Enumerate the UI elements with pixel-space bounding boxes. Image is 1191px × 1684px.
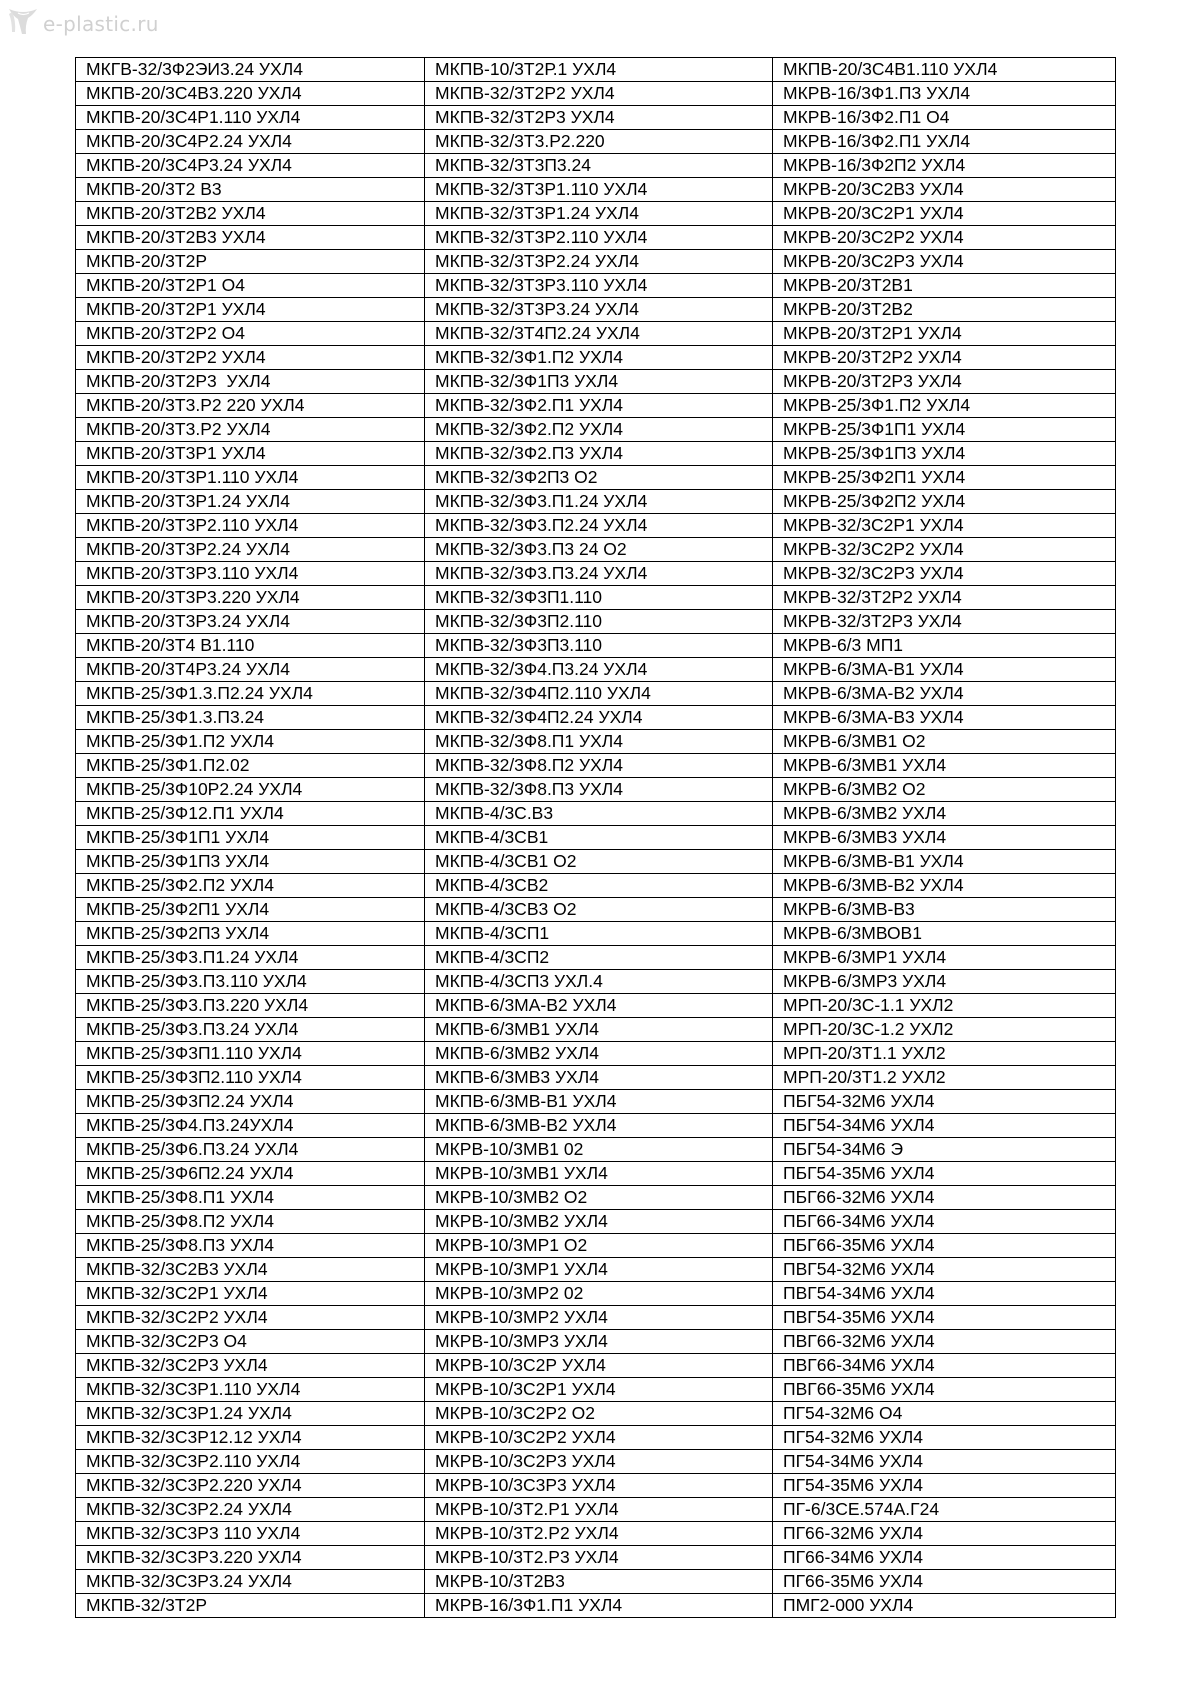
part-cell: МКРВ-20/3Т2Р2 УХЛ4 — [773, 346, 1116, 370]
part-cell: МКРВ-6/3МА-В1 УХЛ4 — [773, 658, 1116, 682]
part-cell: ПГ66-34М6 УХЛ4 — [773, 1546, 1116, 1570]
part-cell: МКПВ-25/3Ф12.П1 УХЛ4 — [76, 802, 425, 826]
part-cell: МКРВ-10/3МР1 О2 — [425, 1234, 773, 1258]
part-cell: МКПВ-20/3Т2Р1 УХЛ4 — [76, 298, 425, 322]
part-cell: МКРВ-20/3Т2В2 — [773, 298, 1116, 322]
part-cell: МКПВ-4/3СП3 УХЛ.4 — [425, 970, 773, 994]
table-row — [76, 610, 1116, 634]
part-cell: МКРВ-10/3МР2 УХЛ4 — [425, 1306, 773, 1330]
part-cell: ПБГ54-35М6 УХЛ4 — [773, 1162, 1116, 1186]
part-cell: МКПВ-32/3Ф3П1.110 — [425, 586, 773, 610]
table-row — [76, 274, 1116, 298]
part-cell: МКРВ-16/3Ф2.П1 УХЛ4 — [773, 130, 1116, 154]
part-cell: МКРВ-25/3Ф1П3 УХЛ4 — [773, 442, 1116, 466]
part-cell: МКПВ-32/3С3Р1.110 УХЛ4 — [76, 1378, 425, 1402]
part-cell: МКРВ-16/3Ф2.П1 О4 — [773, 106, 1116, 130]
part-cell: МКПВ-25/3Ф1.3.П3.24 — [76, 706, 425, 730]
part-cell: МРП-20/3С-1.2 УХЛ2 — [773, 1018, 1116, 1042]
table-row — [76, 802, 1116, 826]
part-cell: МКПВ-20/3Т3Р3.24 УХЛ4 — [76, 610, 425, 634]
part-cell: МКПВ-32/3С3Р1.24 УХЛ4 — [76, 1402, 425, 1426]
table-row — [76, 322, 1116, 346]
part-cell: МКПВ-32/3Ф3П3.110 — [425, 634, 773, 658]
part-cell: МКРВ-20/3С2Р1 УХЛ4 — [773, 202, 1116, 226]
part-cell: МКРВ-6/3МВ-В2 УХЛ4 — [773, 874, 1116, 898]
part-cell: МКПВ-25/3Ф6П2.24 УХЛ4 — [76, 1162, 425, 1186]
part-cell: МКРВ-20/3Т2Р3 УХЛ4 — [773, 370, 1116, 394]
table-row — [76, 1282, 1116, 1306]
part-cell: МКПВ-25/3Ф2П1 УХЛ4 — [76, 898, 425, 922]
part-cell: МКРВ-10/3С2Р УХЛ4 — [425, 1354, 773, 1378]
table-row — [76, 490, 1116, 514]
table-row — [76, 250, 1116, 274]
table-row — [76, 1426, 1116, 1450]
part-cell: МКПВ-4/3СВ3 О2 — [425, 898, 773, 922]
part-cell: МКПВ-32/3Ф3.П2.24 УХЛ4 — [425, 514, 773, 538]
part-cell: МКРВ-25/3Ф2П1 УХЛ4 — [773, 466, 1116, 490]
part-cell: МКРВ-25/3Ф1.П2 УХЛ4 — [773, 394, 1116, 418]
part-cell: МКПВ-20/3Т3Р2.24 УХЛ4 — [76, 538, 425, 562]
part-cell: МКПВ-20/3С4В1.110 УХЛ4 — [773, 58, 1116, 82]
part-cell: МКПВ-25/3Ф8.П2 УХЛ4 — [76, 1210, 425, 1234]
part-cell: МКПВ-25/3Ф1.П2.02 — [76, 754, 425, 778]
table-row — [76, 850, 1116, 874]
table-row — [76, 970, 1116, 994]
table-row — [76, 634, 1116, 658]
part-cell: МКПВ-32/3Ф8.П3 УХЛ4 — [425, 778, 773, 802]
part-cell: МКПВ-6/3МА-В2 УХЛ4 — [425, 994, 773, 1018]
part-cell: МКПВ-32/3С3Р3.220 УХЛ4 — [76, 1546, 425, 1570]
part-cell: МКПВ-20/3Т3Р2.110 УХЛ4 — [76, 514, 425, 538]
part-cell: МКПВ-25/3Ф2П3 УХЛ4 — [76, 922, 425, 946]
table-row — [76, 538, 1116, 562]
table-row — [76, 298, 1116, 322]
part-cell: МРП-20/3Т1.2 УХЛ2 — [773, 1066, 1116, 1090]
part-cell: МКПВ-4/3СВ1 — [425, 826, 773, 850]
part-cell: МКРВ-10/3МР3 УХЛ4 — [425, 1330, 773, 1354]
part-cell: МКПВ-25/3Ф3П2.110 УХЛ4 — [76, 1066, 425, 1090]
part-cell: МКПВ-32/3С2Р3 УХЛ4 — [76, 1354, 425, 1378]
part-cell: ПГ54-35М6 УХЛ4 — [773, 1474, 1116, 1498]
part-cell: МКРВ-10/3Т2.Р3 УХЛ4 — [425, 1546, 773, 1570]
part-cell: МКПВ-32/3Ф8.П2 УХЛ4 — [425, 754, 773, 778]
part-cell: МКПВ-25/3Ф3.П3.110 УХЛ4 — [76, 970, 425, 994]
part-cell: МКРВ-6/3МВОВ1 — [773, 922, 1116, 946]
table-row — [76, 82, 1116, 106]
table-row — [76, 514, 1116, 538]
table-row — [76, 1546, 1116, 1570]
part-cell: МКПВ-4/3СВ1 О2 — [425, 850, 773, 874]
table-row — [76, 1522, 1116, 1546]
part-cell: МКРВ-6/3МВ1 УХЛ4 — [773, 754, 1116, 778]
table-row — [76, 1162, 1116, 1186]
part-cell: ПБГ54-32М6 УХЛ4 — [773, 1090, 1116, 1114]
part-cell: МКРВ-10/3Т2В3 — [425, 1570, 773, 1594]
part-cell: МКПВ-32/3С2Р3 О4 — [76, 1330, 425, 1354]
part-cell: МКПВ-32/3Ф2.П1 УХЛ4 — [425, 394, 773, 418]
part-cell: МКПВ-32/3Ф1.П2 УХЛ4 — [425, 346, 773, 370]
part-cell: МКПВ-32/3Ф3П2.110 — [425, 610, 773, 634]
part-cell: МКРВ-6/3МВ3 УХЛ4 — [773, 826, 1116, 850]
part-cell: МКРВ-16/3Ф2П2 УХЛ4 — [773, 154, 1116, 178]
part-cell: МКПВ-32/3Т2Р3 УХЛ4 — [425, 106, 773, 130]
part-cell: МКПВ-25/3Ф8.П3 УХЛ4 — [76, 1234, 425, 1258]
part-cell: ПГ66-32М6 УХЛ4 — [773, 1522, 1116, 1546]
table-row — [76, 154, 1116, 178]
part-cell: МКПВ-4/3СВ2 — [425, 874, 773, 898]
part-cell: МКПВ-25/3Ф4.П3.24УХЛ4 — [76, 1114, 425, 1138]
part-cell: МКПВ-20/3Т2Р2 О4 — [76, 322, 425, 346]
part-cell: МКПВ-20/3Т2В2 УХЛ4 — [76, 202, 425, 226]
table-row — [76, 1570, 1116, 1594]
part-cell: МКПВ-6/3МВ-В1 УХЛ4 — [425, 1090, 773, 1114]
part-cell: МКРВ-32/3С2Р3 УХЛ4 — [773, 562, 1116, 586]
part-cell: МКРВ-10/3С2Р3 УХЛ4 — [425, 1450, 773, 1474]
part-cell: МКПВ-20/3Т3Р3.110 УХЛ4 — [76, 562, 425, 586]
e-plastic-logo-icon — [6, 6, 40, 41]
part-cell: МКПВ-32/3Т3.Р2.220 — [425, 130, 773, 154]
part-cell: МКПВ-20/3Т4Р3.24 УХЛ4 — [76, 658, 425, 682]
table-row — [76, 1234, 1116, 1258]
part-cell: МКПВ-32/3Ф3.П1.24 УХЛ4 — [425, 490, 773, 514]
part-cell: МКПВ-4/3СП1 — [425, 922, 773, 946]
part-cell: МКПВ-20/3Т3Р1.110 УХЛ4 — [76, 466, 425, 490]
part-cell: МКПВ-32/3Т2Р2 УХЛ4 — [425, 82, 773, 106]
part-cell: МКРВ-10/3С2Р2 УХЛ4 — [425, 1426, 773, 1450]
table-row — [76, 754, 1116, 778]
part-cell: МКПВ-32/3С3Р2.220 УХЛ4 — [76, 1474, 425, 1498]
part-cell: ПБГ54-34М6 УХЛ4 — [773, 1114, 1116, 1138]
part-cell: МКПВ-32/3Ф4П2.110 УХЛ4 — [425, 682, 773, 706]
part-cell: МКПВ-32/3Ф4.П3.24 УХЛ4 — [425, 658, 773, 682]
table-row — [76, 1090, 1116, 1114]
part-cell: МКПВ-20/3Т3.Р2 220 УХЛ4 — [76, 394, 425, 418]
table-row — [76, 562, 1116, 586]
part-cell: МКРВ-20/3С2Р3 УХЛ4 — [773, 250, 1116, 274]
part-cell: МКПВ-25/3Ф1П1 УХЛ4 — [76, 826, 425, 850]
part-cell: МКПВ-25/3Ф3П2.24 УХЛ4 — [76, 1090, 425, 1114]
part-cell: МКРВ-20/3Т2Р1 УХЛ4 — [773, 322, 1116, 346]
part-cell: МКПВ-20/3Т3Р1 УХЛ4 — [76, 442, 425, 466]
part-cell: МКРВ-20/3С2Р2 УХЛ4 — [773, 226, 1116, 250]
table-row — [76, 58, 1116, 82]
part-cell: МКПВ-32/3Т2Р — [76, 1594, 425, 1618]
part-cell: МКПВ-32/3Ф3.П3 24 О2 — [425, 538, 773, 562]
part-cell: ПВГ66-32М6 УХЛ4 — [773, 1330, 1116, 1354]
part-cell: МКПВ-25/3Ф1.П2 УХЛ4 — [76, 730, 425, 754]
part-cell: МКРВ-6/3МВ-В3 — [773, 898, 1116, 922]
table-row — [76, 1594, 1116, 1618]
table-row — [76, 994, 1116, 1018]
part-cell: МКПВ-20/3Т2 В3 — [76, 178, 425, 202]
part-cell: МКПВ-32/3Т3Р2.24 УХЛ4 — [425, 250, 773, 274]
table-row — [76, 730, 1116, 754]
part-cell: МКПВ-10/3Т2Р.1 УХЛ4 — [425, 58, 773, 82]
table-row — [76, 106, 1116, 130]
part-cell: МКПВ-32/3Ф1П3 УХЛ4 — [425, 370, 773, 394]
part-cell: МКПВ-32/3Т4П2.24 УХЛ4 — [425, 322, 773, 346]
table-row — [76, 370, 1116, 394]
table-row — [76, 1498, 1116, 1522]
part-cell: МКРВ-10/3МР2 02 — [425, 1282, 773, 1306]
part-cell: МКПВ-32/3Т3Р2.110 УХЛ4 — [425, 226, 773, 250]
part-cell: ПГ-6/3СЕ.574А.Г24 — [773, 1498, 1116, 1522]
table-row — [76, 1402, 1116, 1426]
part-cell: ПМГ2-000 УХЛ4 — [773, 1594, 1116, 1618]
table-row — [76, 826, 1116, 850]
table-row — [76, 178, 1116, 202]
table-row — [76, 1186, 1116, 1210]
table-row — [76, 874, 1116, 898]
part-cell: МКПВ-32/3Т3П3.24 — [425, 154, 773, 178]
part-cell: МКРВ-32/3С2Р2 УХЛ4 — [773, 538, 1116, 562]
part-cell: МКПВ-32/3С3Р3 110 УХЛ4 — [76, 1522, 425, 1546]
part-cell: МКПВ-25/3Ф3.П3.220 УХЛ4 — [76, 994, 425, 1018]
part-cell: МКПВ-20/3Т2Р — [76, 250, 425, 274]
part-cell: МКПВ-25/3Ф1.3.П2.24 УХЛ4 — [76, 682, 425, 706]
part-cell: МКРВ-6/3МВ2 УХЛ4 — [773, 802, 1116, 826]
part-cell: МКРВ-6/3МР3 УХЛ4 — [773, 970, 1116, 994]
table-row — [76, 1138, 1116, 1162]
part-cell: МКРВ-10/3МР1 УХЛ4 — [425, 1258, 773, 1282]
part-cell: МКПВ-25/3Ф6.П3.24 УХЛ4 — [76, 1138, 425, 1162]
table-row — [76, 946, 1116, 970]
part-cell: МКПВ-20/3Т2Р2 УХЛ4 — [76, 346, 425, 370]
part-cell: МКРВ-10/3С2Р1 УХЛ4 — [425, 1378, 773, 1402]
part-cell: МКПВ-32/3Т3Р1.24 УХЛ4 — [425, 202, 773, 226]
part-cell: МКРВ-16/3Ф1.П3 УХЛ4 — [773, 82, 1116, 106]
table-row — [76, 586, 1116, 610]
part-cell: ПБГ66-32М6 УХЛ4 — [773, 1186, 1116, 1210]
part-cell: МКРВ-32/3С2Р1 УХЛ4 — [773, 514, 1116, 538]
part-cell: ПБГ66-35М6 УХЛ4 — [773, 1234, 1116, 1258]
part-cell: МКПВ-32/3Ф2П3 О2 — [425, 466, 773, 490]
site-logo — [6, 6, 159, 41]
part-cell: МКРВ-10/3МВ1 УХЛ4 — [425, 1162, 773, 1186]
table-row — [76, 346, 1116, 370]
part-cell: МКРВ-20/3Т2В1 — [773, 274, 1116, 298]
part-cell: МКПВ-32/3С3Р12.12 УХЛ4 — [76, 1426, 425, 1450]
table-row — [76, 418, 1116, 442]
table-row — [76, 1474, 1116, 1498]
table-row — [76, 706, 1116, 730]
table-row — [76, 1258, 1116, 1282]
part-cell: МКПВ-6/3МВ-В2 УХЛ4 — [425, 1114, 773, 1138]
part-cell: МКПВ-32/3Ф3.П3.24 УХЛ4 — [425, 562, 773, 586]
table-row — [76, 682, 1116, 706]
table-row — [76, 1066, 1116, 1090]
table-row — [76, 1042, 1116, 1066]
part-cell: МКПВ-32/3Т3Р1.110 УХЛ4 — [425, 178, 773, 202]
part-cell: ПВГ66-35М6 УХЛ4 — [773, 1378, 1116, 1402]
table-row — [76, 922, 1116, 946]
part-cell: МКПВ-4/3С.В3 — [425, 802, 773, 826]
part-cell: МКПВ-32/3С2Р1 УХЛ4 — [76, 1282, 425, 1306]
part-cell: МКРВ-6/3МА-В2 УХЛ4 — [773, 682, 1116, 706]
part-cell: МКПВ-25/3Ф1П3 УХЛ4 — [76, 850, 425, 874]
part-cell: МКПВ-32/3С3Р3.24 УХЛ4 — [76, 1570, 425, 1594]
part-cell: МКПВ-20/3Т4 В1.110 — [76, 634, 425, 658]
table-row — [76, 466, 1116, 490]
part-cell: МКРВ-10/3Т2.Р2 УХЛ4 — [425, 1522, 773, 1546]
part-cell: МКПВ-25/3Ф3.П1.24 УХЛ4 — [76, 946, 425, 970]
part-cell: МКПВ-4/3СП2 — [425, 946, 773, 970]
part-cell: МКПВ-20/3Т2Р3 УХЛ4 — [76, 370, 425, 394]
part-cell: ПВГ66-34М6 УХЛ4 — [773, 1354, 1116, 1378]
part-cell: МКПВ-25/3Ф3П1.110 УХЛ4 — [76, 1042, 425, 1066]
table-row — [76, 442, 1116, 466]
part-cell: ПВГ54-32М6 УХЛ4 — [773, 1258, 1116, 1282]
part-cell: МКПВ-20/3С4Р1.110 УХЛ4 — [76, 106, 425, 130]
part-cell: МКПВ-20/3Т3.Р2 УХЛ4 — [76, 418, 425, 442]
part-cell: ПВГ54-35М6 УХЛ4 — [773, 1306, 1116, 1330]
part-cell: МКПВ-20/3Т2В3 УХЛ4 — [76, 226, 425, 250]
part-cell: ПГ54-32М6 О4 — [773, 1402, 1116, 1426]
part-cell: МРП-20/3Т1.1 УХЛ2 — [773, 1042, 1116, 1066]
part-cell: МКПВ-32/3С3Р2.24 УХЛ4 — [76, 1498, 425, 1522]
part-cell: МКРВ-10/3МВ2 О2 — [425, 1186, 773, 1210]
part-cell: МКГВ-32/3Ф2ЭИ3.24 УХЛ4 — [76, 58, 425, 82]
table-row — [76, 226, 1116, 250]
part-cell: МКПВ-25/3Ф2.П2 УХЛ4 — [76, 874, 425, 898]
part-cell: МКПВ-32/3С2В3 УХЛ4 — [76, 1258, 425, 1282]
part-cell: МКПВ-20/3Т3Р1.24 УХЛ4 — [76, 490, 425, 514]
part-cell: МКПВ-32/3Ф8.П1 УХЛ4 — [425, 730, 773, 754]
part-cell: МКРВ-10/3МВ2 УХЛ4 — [425, 1210, 773, 1234]
parts-table-body — [76, 58, 1116, 1618]
part-cell: МКРВ-6/3МВ-В1 УХЛ4 — [773, 850, 1116, 874]
table-row — [76, 130, 1116, 154]
part-cell: МКПВ-32/3Т3Р3.24 УХЛ4 — [425, 298, 773, 322]
table-row — [76, 1378, 1116, 1402]
logo-text: e-plastic.ru — [43, 11, 159, 36]
part-cell: МКПВ-32/3Ф2.П3 УХЛ4 — [425, 442, 773, 466]
part-cell: МКПВ-20/3Т2Р1 О4 — [76, 274, 425, 298]
part-cell: ПГ54-34М6 УХЛ4 — [773, 1450, 1116, 1474]
part-cell: МКРВ-6/3 МП1 — [773, 634, 1116, 658]
part-cell: МКРВ-32/3Т2Р2 УХЛ4 — [773, 586, 1116, 610]
part-cell: МКРВ-25/3Ф1П1 УХЛ4 — [773, 418, 1116, 442]
part-cell: МКПВ-6/3МВ1 УХЛ4 — [425, 1018, 773, 1042]
part-cell: МКПВ-6/3МВ3 УХЛ4 — [425, 1066, 773, 1090]
part-cell: МКРВ-20/3С2В3 УХЛ4 — [773, 178, 1116, 202]
part-cell: МКРВ-6/3МВ1 О2 — [773, 730, 1116, 754]
table-row — [76, 1018, 1116, 1042]
part-cell: МКПВ-6/3МВ2 УХЛ4 — [425, 1042, 773, 1066]
part-cell: МКРВ-6/3МВ2 О2 — [773, 778, 1116, 802]
table-row — [76, 1330, 1116, 1354]
part-cell: МКРВ-10/3МВ1 02 — [425, 1138, 773, 1162]
table-row — [76, 1354, 1116, 1378]
part-cell: МКПВ-20/3С4Р3.24 УХЛ4 — [76, 154, 425, 178]
part-cell: МКРВ-25/3Ф2П2 УХЛ4 — [773, 490, 1116, 514]
part-cell: ПБГ54-34М6 Э — [773, 1138, 1116, 1162]
part-cell: МКПВ-25/3Ф8.П1 УХЛ4 — [76, 1186, 425, 1210]
table-row — [76, 1210, 1116, 1234]
part-cell: МКПВ-20/3С4Р2.24 УХЛ4 — [76, 130, 425, 154]
table-row — [76, 1450, 1116, 1474]
part-cell: ПБГ66-34М6 УХЛ4 — [773, 1210, 1116, 1234]
parts-table — [75, 57, 1116, 1618]
table-row — [76, 658, 1116, 682]
part-cell: МКРВ-10/3С3Р3 УХЛ4 — [425, 1474, 773, 1498]
part-cell: МКПВ-32/3Т3Р3.110 УХЛ4 — [425, 274, 773, 298]
part-cell: МКРВ-16/3Ф1.П1 УХЛ4 — [425, 1594, 773, 1618]
part-cell: МКПВ-32/3С3Р2.110 УХЛ4 — [76, 1450, 425, 1474]
part-cell: МКПВ-20/3С4В3.220 УХЛ4 — [76, 82, 425, 106]
part-cell: ПГ66-35М6 УХЛ4 — [773, 1570, 1116, 1594]
part-cell: МРП-20/3С-1.1 УХЛ2 — [773, 994, 1116, 1018]
part-cell: МКРВ-6/3МА-В3 УХЛ4 — [773, 706, 1116, 730]
table-row — [76, 778, 1116, 802]
part-cell: МКПВ-25/3Ф3.П3.24 УХЛ4 — [76, 1018, 425, 1042]
table-row — [76, 898, 1116, 922]
table-row — [76, 394, 1116, 418]
part-cell: МКРВ-10/3С2Р2 О2 — [425, 1402, 773, 1426]
table-row — [76, 202, 1116, 226]
table-row — [76, 1306, 1116, 1330]
part-cell: МКПВ-20/3Т3Р3.220 УХЛ4 — [76, 586, 425, 610]
part-cell: МКРВ-32/3Т2Р3 УХЛ4 — [773, 610, 1116, 634]
part-cell: МКРВ-10/3Т2.Р1 УХЛ4 — [425, 1498, 773, 1522]
table-row — [76, 1114, 1116, 1138]
part-cell: ПВГ54-34М6 УХЛ4 — [773, 1282, 1116, 1306]
part-cell: МКПВ-32/3С2Р2 УХЛ4 — [76, 1306, 425, 1330]
part-cell: МКРВ-6/3МР1 УХЛ4 — [773, 946, 1116, 970]
part-cell: МКПВ-32/3Ф2.П2 УХЛ4 — [425, 418, 773, 442]
part-cell: МКПВ-32/3Ф4П2.24 УХЛ4 — [425, 706, 773, 730]
part-cell: МКПВ-25/3Ф10Р2.24 УХЛ4 — [76, 778, 425, 802]
part-cell: ПГ54-32М6 УХЛ4 — [773, 1426, 1116, 1450]
